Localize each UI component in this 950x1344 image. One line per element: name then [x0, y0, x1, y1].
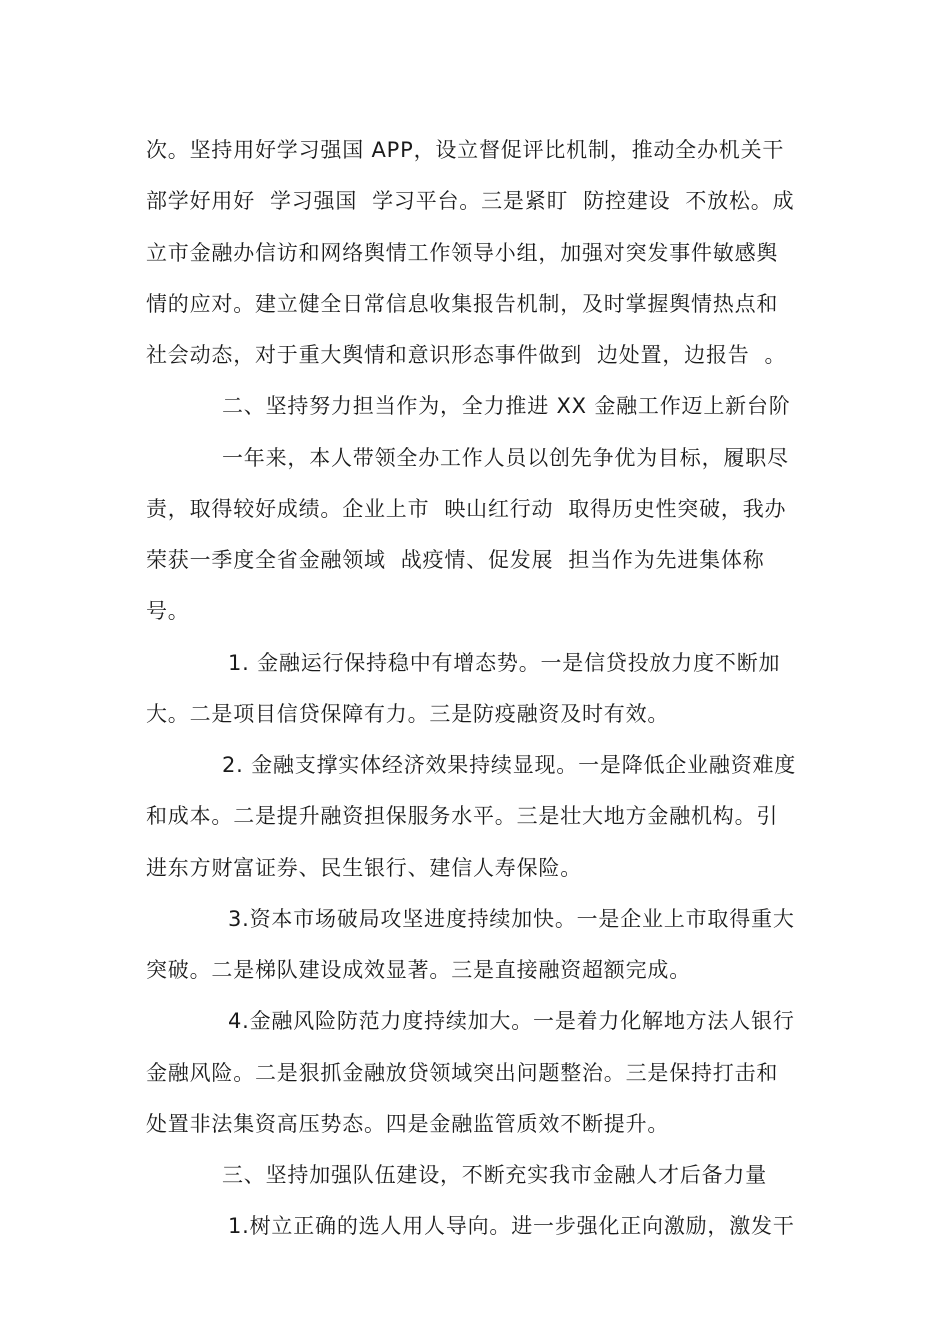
numbered-item: 4.金融风险防范力度持续加大。一是着力化解地方法人银行	[228, 1009, 795, 1034]
document-body	[146, 125, 806, 1253]
text-line: 大。二是项目信贷保障有力。三是防疫融资及时有效。	[146, 701, 670, 726]
numbered-item: 1. 金融运行保持稳中有增态势。一是信贷投放力度不断加	[228, 650, 781, 675]
text-line: 社会动态，对于重大舆情和意识形态事件做到 边处置，边报告 。	[146, 343, 787, 367]
text-line: 突破。二是梯队建设成效显著。三是直接融资超额完成。	[146, 958, 691, 982]
section-heading: 三、坚持加强队伍建设，不断充实我市金融人才后备力量	[222, 1163, 767, 1187]
text-line: 部学好用好 学习强国 学习平台。三是紧盯 防控建设 不放松。成	[146, 189, 795, 214]
text-line: 和成本。二是提升融资担保服务水平。三是壮大地方金融机构。引	[146, 804, 779, 829]
text-line: 金融风险。二是狠抓金融放贷领域突出问题整治。三是保持打击和	[146, 1060, 779, 1085]
text-line: 情的应对。建立健全日常信息收集报告机制，及时掌握舆情热点和	[146, 291, 779, 316]
text-line: 次。坚持用好学习强国 APP，设立督促评比机制，推动全办机关干	[146, 138, 785, 162]
numbered-item: 3.资本市场破局攻坚进度持续加快。一是企业上市取得重大	[228, 906, 795, 931]
text-line: 荣获一季度全省金融领域 战疫情、促发展 担当作为先进集体称	[146, 548, 765, 572]
paragraph-first-line: 一年来，本人带领全办工作人员以创先争优为目标，履职尽	[222, 445, 789, 470]
section-heading: 二、坚持努力担当作为，全力推进 XX 金融工作迈上新台阶	[222, 394, 791, 419]
text-line: 立市金融办信访和网络舆情工作领导小组，加强对突发事件敏感舆	[146, 240, 779, 265]
numbered-item: 2. 金融支撑实体经济效果持续显现。一是降低企业融资难度	[222, 753, 797, 777]
text-line: 责，取得较好成绩。企业上市 映山红行动 取得历史性突破，我办	[146, 496, 787, 521]
numbered-item: 1.树立正确的选人用人导向。进一步强化正向激励，激发干	[228, 1214, 795, 1239]
text-line: 进东方财富证券、民生银行、建信人寿保险。	[146, 855, 582, 880]
text-line: 号。	[146, 599, 190, 624]
text-line: 处置非法集资高压势态。四是金融监管质效不断提升。	[146, 1111, 670, 1136]
